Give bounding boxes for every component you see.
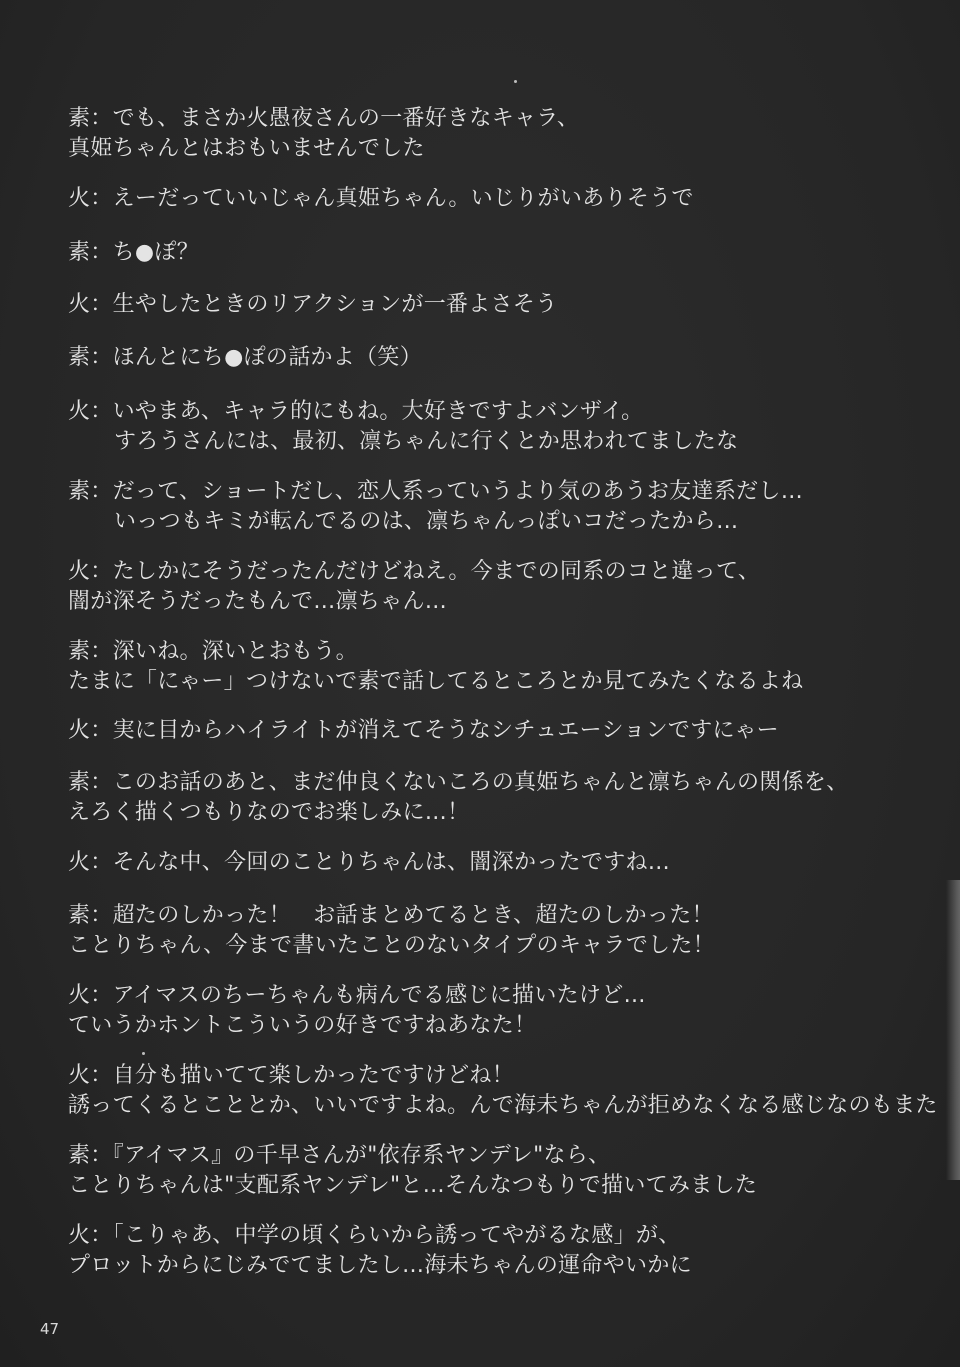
dialogue-line: 素：でも、まさか火愚夜さんの一番好きなキャラ、	[68, 106, 580, 131]
dialogue-line: 素：ち●ぽ？	[68, 240, 199, 265]
dialogue-line: 火：そんな中、今回のことりちゃんは、闇深かったですね…	[68, 850, 671, 875]
dialogue-line: いっつもキミが転んでるのは、凛ちゃんっぽいコだったから…	[114, 509, 739, 534]
dialogue-line: すろうさんには、最初、凛ちゃんに行くとか思われてましたな	[114, 429, 739, 454]
dialogue-line: 火：いやまあ、キャラ的にもね。大好きですよバンザイ。	[68, 399, 644, 424]
dialogue-line: 誘ってくるとこととか、いいですよね。んで海未ちゃんが拒めなくなる感じなのもまた	[68, 1093, 938, 1118]
dialogue-line: 闇が深そうだったもんで…凛ちゃん…	[68, 589, 448, 614]
dialogue-line: ことりちゃんは"支配系ヤンデレ"と…そんなつもりで描いてみました	[68, 1173, 758, 1198]
dialogue-line: 火：アイマスのちーちゃんも病んでる感じに描いたけど…	[68, 983, 646, 1008]
dialogue-line: 火：たしかにそうだったんだけどねえ。今までの同系のコと違って、	[68, 559, 761, 584]
dialogue-entry	[68, 901, 715, 961]
dialogue-entry	[68, 768, 849, 828]
dialogue-line: 素：だって、ショートだし、恋人系っていうより気のあうお友達系だし…	[68, 479, 804, 504]
dialogue-line: 火：生やしたときのリアクションが一番よさそう	[68, 292, 558, 317]
dialogue-line: 火：「こりゃあ、中学の頃くらいから誘ってやがるな感」が、	[68, 1223, 681, 1248]
dialogue-line: ていうかホントこういうの好きですねあなた！	[68, 1013, 537, 1038]
dialogue-line: 火：自分も描いてて楽しかったですけどね！	[68, 1063, 515, 1088]
dialogue-line: えろく描くつもりなのでお楽しみに…！	[68, 800, 470, 825]
dialogue-line: 火：実に目からハイライトが消えてそうなシチュエーションですにゃー	[68, 718, 779, 743]
paper-speck	[142, 1052, 145, 1055]
dialogue-line: プロットからにじみでてましたし…海未ちゃんの運命やいかに	[68, 1253, 692, 1278]
dialogue-line: たまに「にゃー」つけないで素で話してるところとか見てみたくなるよね	[68, 669, 804, 694]
paper-speck	[514, 80, 517, 83]
dialogue-line: 素：深いね。深いとおもう。	[68, 639, 358, 664]
dialogue-entry	[68, 343, 422, 373]
dialogue-line: 火：えーだっていいじゃん真姫ちゃん。いじりがいありそうで	[68, 186, 694, 211]
dialogue-line: 素：『アイマス』の千早さんが"依存系ヤンデレ"なら、	[68, 1143, 611, 1168]
dialogue-entry	[68, 848, 670, 878]
dialogue-entry	[68, 104, 579, 164]
dialogue-line: 素：ほんとにち●ぽの話かよ（笑）	[68, 345, 422, 370]
page-number: 47	[40, 1320, 60, 1338]
dialogue-line: ことりちゃん、今まで書いたことのないタイプのキャラでした！	[68, 933, 715, 958]
page-edge-shadow	[946, 880, 960, 1180]
dialogue-entry	[68, 557, 760, 617]
dialogue-line: 真姫ちゃんとはおもいませんでした	[68, 136, 425, 161]
dialogue-line: 素：超たのしかった！ お話まとめてるとき、超たのしかった！	[68, 903, 714, 928]
dialogue-entry	[68, 716, 779, 746]
dialogue-line: 素：このお話のあと、まだ仲良くないころの真姫ちゃんと凛ちゃんの関係を、	[68, 770, 849, 795]
dialogue-entry	[68, 184, 694, 214]
dialogue-entry	[68, 637, 803, 697]
dialogue-entry	[68, 981, 646, 1041]
dialogue-entry	[68, 290, 558, 320]
dialogue-entry	[68, 397, 738, 457]
dialogue-entry	[68, 1221, 692, 1281]
dialogue-entry	[68, 1141, 757, 1201]
dialogue-entry	[68, 477, 803, 537]
dialogue-entry	[68, 1061, 938, 1121]
dialogue-entry	[68, 238, 199, 268]
